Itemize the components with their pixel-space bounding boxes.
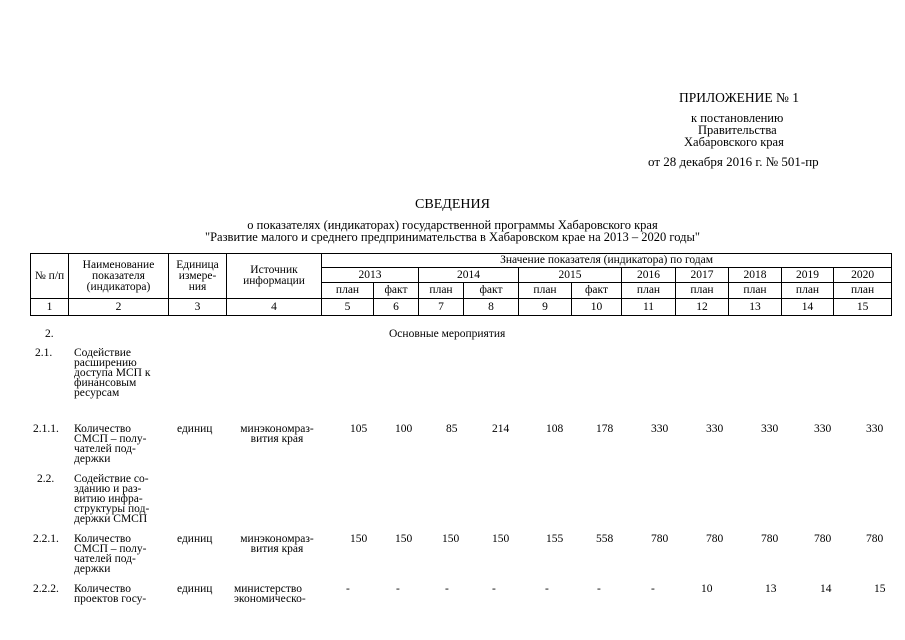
appendix-line: к постановлению [691,111,784,125]
column-number: 9 [519,299,572,316]
row-number: 2.2. [37,473,55,485]
value-cell: 14 [820,583,832,595]
value-cell: 330 [866,423,884,435]
value-cell: 15 [874,583,886,595]
indicator-name: Количество проектов госу- [74,583,147,605]
value-cell: 558 [596,533,614,545]
column-number: 12 [676,299,729,316]
value-cell: - [597,583,601,595]
appendix-line: Хабаровского края [684,135,784,149]
table-row [0,348,905,408]
value-cell: - [346,583,350,595]
source-value: министерство экономическо- [234,583,306,605]
value-cell: - [492,583,496,595]
header-sub: план [676,283,729,299]
table-row [0,534,905,579]
indicator-name: Содействие со- зданию и раз- витию инфра- структуры под- держки СМСП [74,473,150,525]
header-year: 2018 [729,268,782,283]
value-cell: 330 [651,423,669,435]
column-number: 15 [834,299,892,316]
value-cell: 780 [761,533,779,545]
section-title: Основные мероприятия [389,328,506,340]
header-sub: факт [572,283,622,299]
appendix-date: от 28 декабря 2016 г. № 501-пр [648,154,819,169]
header-sub: план [322,283,374,299]
header-year: 2015 [519,268,622,283]
document-heading: СВЕДЕНИЯ [415,197,490,212]
column-number: 8 [464,299,519,316]
indicators-table-header [30,253,892,316]
document-subtitle: о показателях (индикаторах) государственной программы Хабаровского края [247,218,658,232]
appendix-title: ПРИЛОЖЕНИЕ № 1 [679,90,800,105]
value-cell: 178 [596,423,614,435]
unit-value: единиц [177,583,213,595]
value-cell: 150 [492,533,510,545]
value-cell: 780 [651,533,669,545]
indicator-name: Содействие расширению доступа МСП к финансовым ресурсам [74,347,151,399]
column-number: 1 [31,299,69,316]
header-sub: план [834,283,892,299]
unit-value: единиц [177,423,213,435]
unit-value: единиц [177,533,213,545]
document-subtitle: "Развитие малого и среднего предпринимательства в Хабаровском крае на 2013 – 2020 годы" [205,230,700,244]
value-cell: 780 [866,533,884,545]
header-year: 2020 [834,268,892,283]
column-number: 6 [374,299,419,316]
table-row [0,424,905,469]
column-number: 10 [572,299,622,316]
value-cell: 330 [761,423,779,435]
value-cell: 10 [701,583,713,595]
value-cell: 150 [395,533,413,545]
header-sub: план [519,283,572,299]
column-number: 14 [782,299,834,316]
header-sub: факт [374,283,419,299]
value-cell: 85 [446,423,458,435]
header-year: 2019 [782,268,834,283]
value-cell: 108 [546,423,564,435]
column-number: 2 [69,299,169,316]
header-year: 2017 [676,268,729,283]
value-cell: 214 [492,423,510,435]
header-values: Значение показателя (индикатора) по годам [322,254,892,268]
appendix-line: Правительства [698,123,777,137]
column-number: 5 [322,299,374,316]
header-sub: план [622,283,676,299]
row-number: 2.1.1. [33,423,59,435]
indicator-name: Количество СМСП – полу- чателей под- держки [74,533,147,575]
header-sub: план [419,283,464,299]
column-number: 13 [729,299,782,316]
value-cell: 155 [546,533,564,545]
header-sub: план [729,283,782,299]
header-year: 2016 [622,268,676,283]
table-row [0,584,905,614]
header-no: № п/п [31,254,69,299]
value-cell: - [445,583,449,595]
header-source: Источник информации [227,254,322,299]
row-number: 2.1. [35,347,53,359]
header-year: 2014 [419,268,519,283]
value-cell: 100 [395,423,413,435]
row-number: 2. [45,328,54,340]
value-cell: - [651,583,655,595]
header-sub: факт [464,283,519,299]
value-cell: 105 [350,423,368,435]
value-cell: 150 [442,533,460,545]
header-year: 2013 [322,268,419,283]
value-cell: - [396,583,400,595]
table-row [0,474,905,529]
value-cell: 330 [706,423,724,435]
column-number: 4 [227,299,322,316]
row-number: 2.2.1. [33,533,59,545]
value-cell: - [545,583,549,595]
header-sub: план [782,283,834,299]
source-value: минэкономраз- вития края [240,423,314,445]
value-cell: 13 [765,583,777,595]
column-number: 11 [622,299,676,316]
source-value: минэкономраз- вития края [240,533,314,555]
value-cell: 330 [814,423,832,435]
header-unit: Единица измере- ния [169,254,227,299]
value-cell: 780 [706,533,724,545]
column-number: 7 [419,299,464,316]
column-number: 3 [169,299,227,316]
header-name: Наименование показателя (индикатора) [69,254,169,299]
value-cell: 150 [350,533,368,545]
indicator-name: Количество СМСП – полу- чателей под- держки [74,423,147,465]
value-cell: 780 [814,533,832,545]
row-number: 2.2.2. [33,583,59,595]
